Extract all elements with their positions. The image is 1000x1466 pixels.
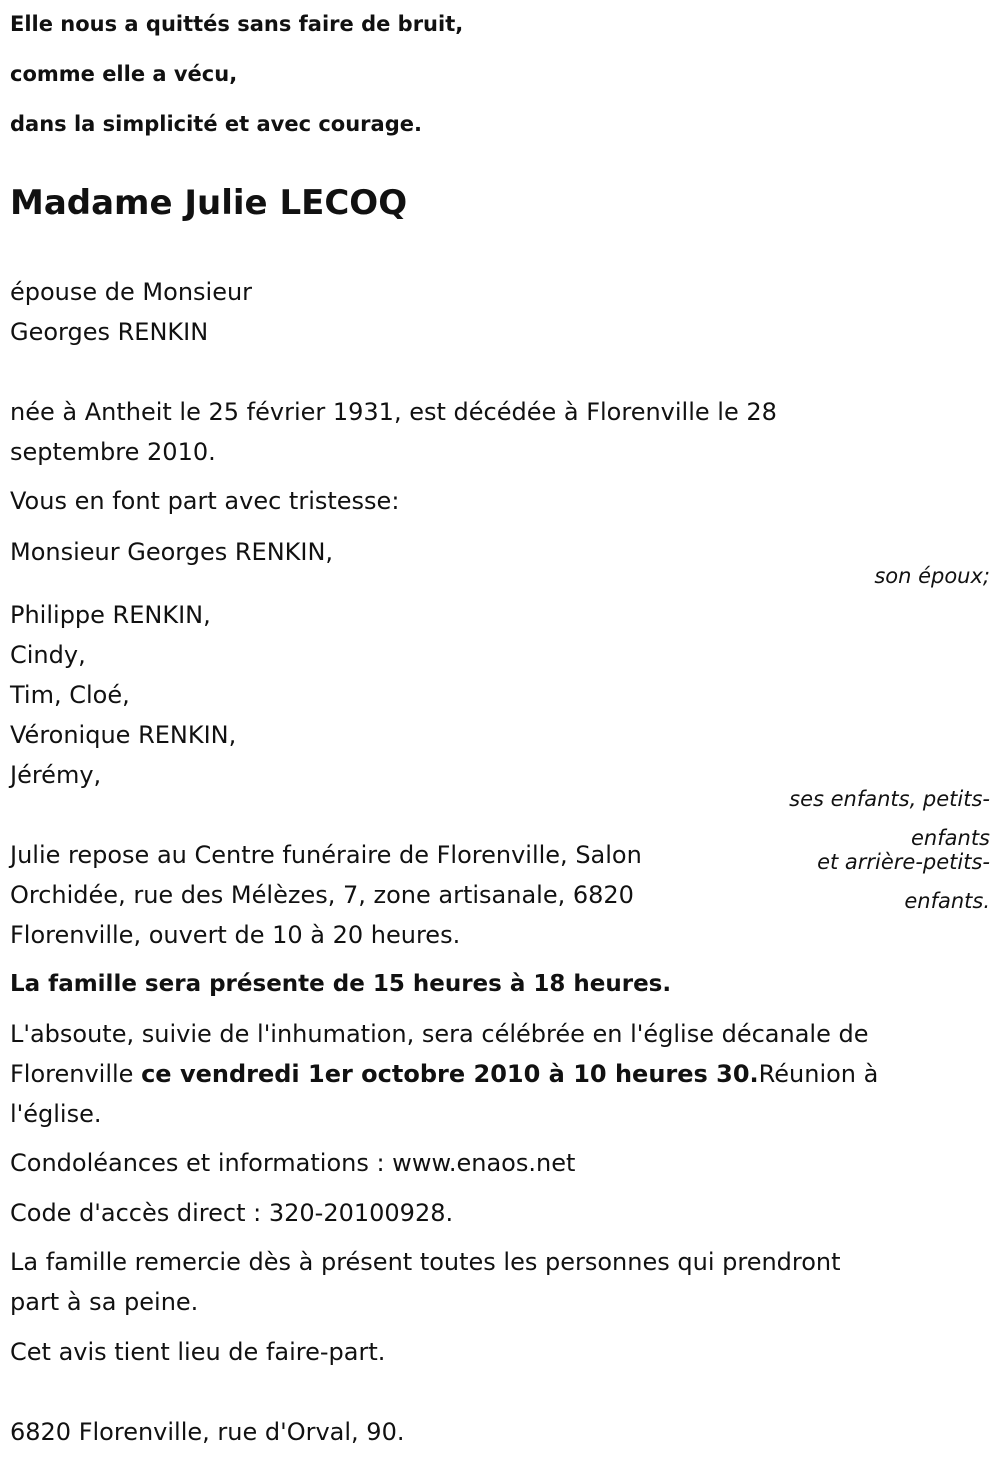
family-member: Tim, Cloé, <box>10 681 130 709</box>
rest-line-3: Florenville, ouvert de 10 à 20 heures. <box>10 921 461 949</box>
ceremony-place: Florenville <box>10 1060 142 1088</box>
family-member: Cindy, <box>10 641 86 669</box>
quote-line-1: Elle nous a quittés sans faire de bruit, <box>10 12 464 36</box>
family-relation-line-4: enfants. <box>904 889 990 913</box>
spouse-line-1: épouse de Monsieur <box>10 278 253 306</box>
announcement: Vous en font part avec tristesse: <box>10 487 400 515</box>
quote-line-2: comme elle a vécu, <box>10 62 238 86</box>
quote-line-3: dans la simplicité et avec courage. <box>10 112 422 136</box>
thanks-line-1: La famille remercie dès à présent toutes les personnes qui prendront <box>10 1248 841 1276</box>
birth-death-line-1: née à Antheit le 25 février 1931, est décédée à Florenville le 28 <box>10 398 777 426</box>
deceased-name: Madame Julie LECOQ <box>10 183 408 223</box>
rest-line-2: Orchidée, rue des Mélèzes, 7, zone artisanale, 6820 <box>10 881 634 909</box>
ceremony-date: ce vendredi 1er octobre 2010 à 10 heures 30. <box>141 1060 759 1088</box>
family-relation-line-1: ses enfants, petits- <box>789 787 990 811</box>
ceremony-line-3: l'église. <box>10 1100 102 1128</box>
family-member: Philippe RENKIN, <box>10 601 211 629</box>
family-presence: La famille sera présente de 15 heures à 18 heures. <box>10 971 672 997</box>
family-relation-line-2: enfants <box>911 826 990 850</box>
access-code: Code d'accès direct : 320-20100928. <box>10 1199 454 1227</box>
family-member: Véronique RENKIN, <box>10 721 237 749</box>
ceremony-line-1: L'absoute, suivie de l'inhumation, sera célébrée en l'église décanale de <box>10 1020 869 1048</box>
address: 6820 Florenville, rue d'Orval, 90. <box>10 1418 405 1446</box>
family-relation-line-3: et arrière-petits- <box>817 850 990 874</box>
husband-relation: son époux; <box>874 564 990 588</box>
birth-death-line-2: septembre 2010. <box>10 438 216 466</box>
rest-line-1: Julie repose au Centre funéraire de Florenville, Salon <box>10 841 642 869</box>
husband-name: Monsieur Georges RENKIN, <box>10 538 334 566</box>
family-member: Jérémy, <box>10 761 102 789</box>
condolences: Condoléances et informations : www.enaos.net <box>10 1149 576 1177</box>
ceremony-line-2 <box>10 1054 878 1094</box>
ceremony-meeting: Réunion à <box>758 1060 879 1088</box>
thanks-line-2: part à sa peine. <box>10 1288 199 1316</box>
spouse-line-2: Georges RENKIN <box>10 318 209 346</box>
notice: Cet avis tient lieu de faire-part. <box>10 1338 386 1366</box>
